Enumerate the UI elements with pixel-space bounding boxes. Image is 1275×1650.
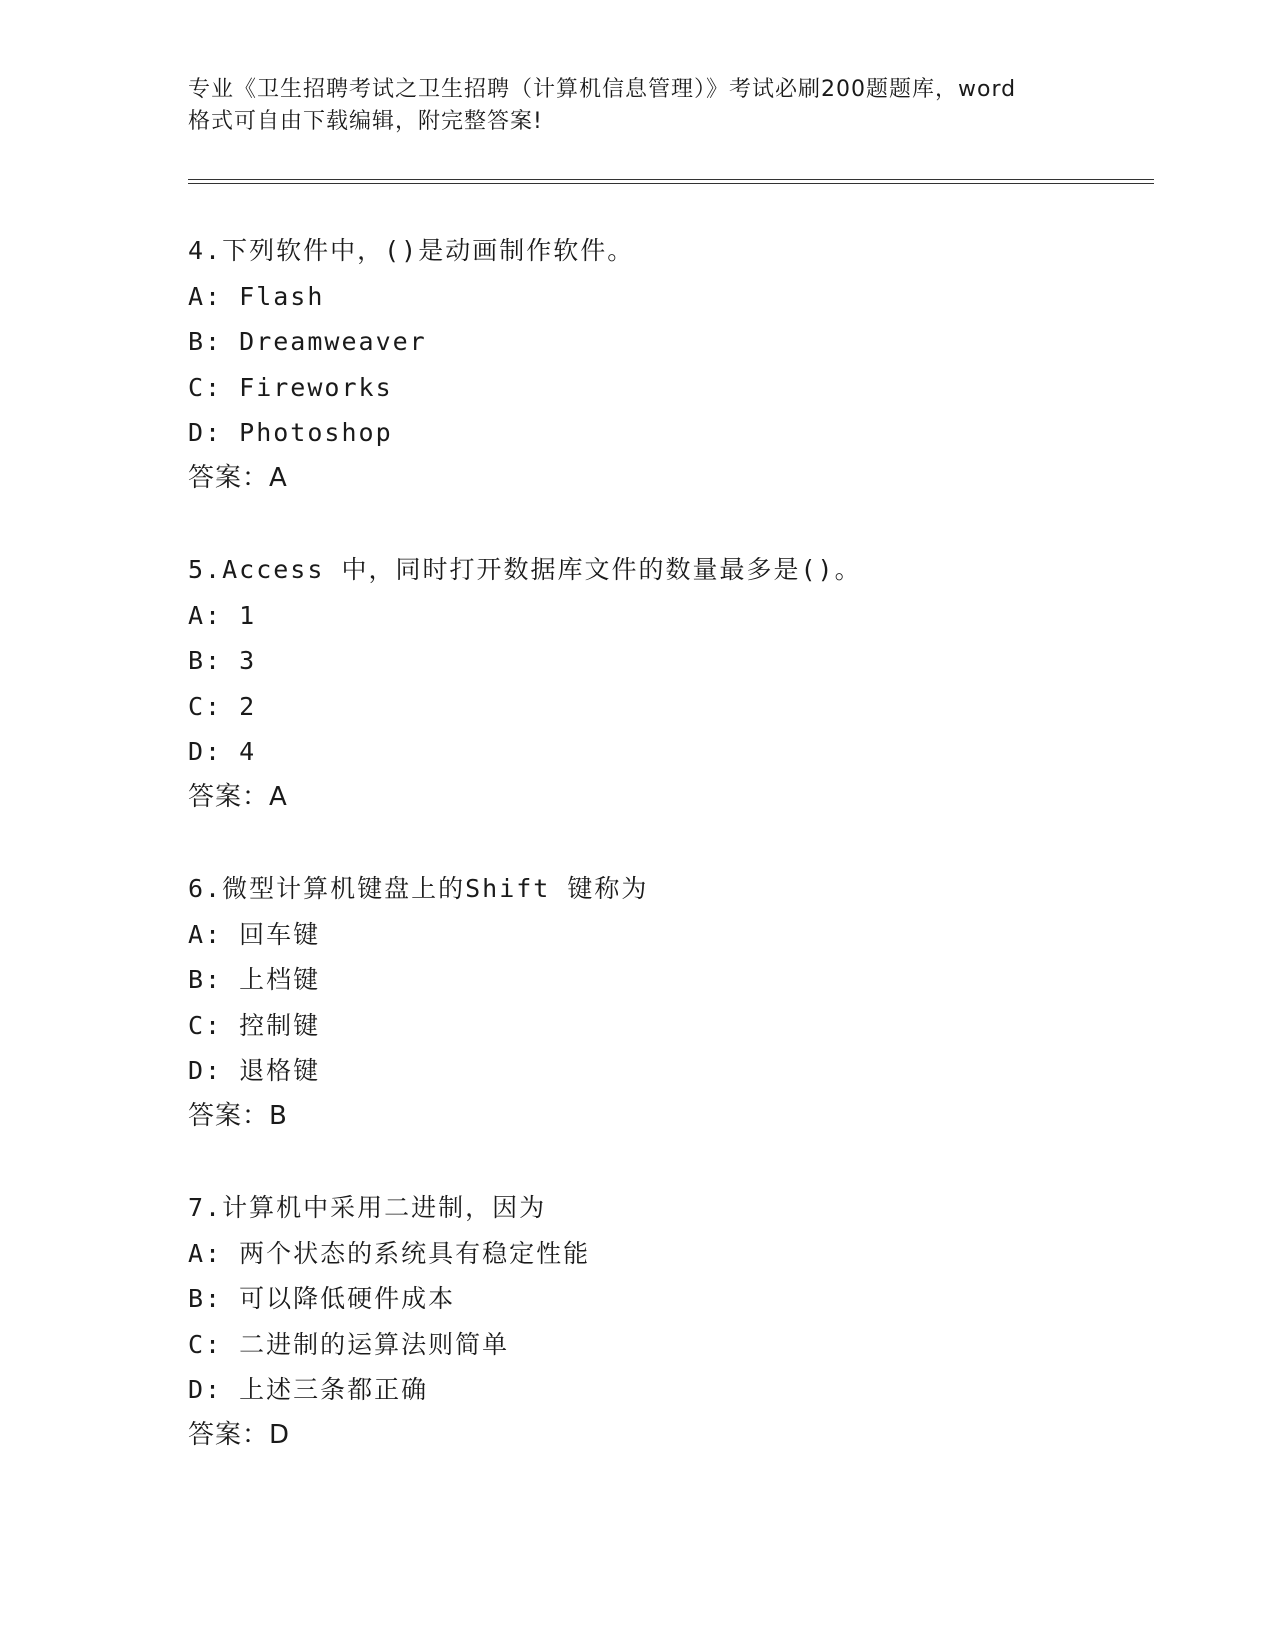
question-6: [188, 866, 1148, 1139]
header-line-2: 格式可自由下载编辑，附完整答案!: [188, 109, 543, 134]
question-7: [188, 1185, 1148, 1458]
option-a: A: 两个状态的系统具有稳定性能: [188, 1238, 591, 1268]
answer-value: B: [269, 1100, 288, 1131]
option-c: C: 二进制的运算法则简单: [188, 1329, 510, 1359]
option-a: A: Flash: [188, 281, 325, 311]
answer-value: A: [269, 462, 288, 493]
question-4: [188, 228, 1148, 501]
answer-label: 答案：: [188, 1100, 270, 1131]
header-divider-top: [188, 179, 1154, 180]
answer-label: 答案：: [188, 781, 270, 812]
document-header: [188, 74, 1088, 138]
option-a: A: 1: [188, 600, 257, 630]
option-d: D: 上述三条都正确: [188, 1375, 429, 1404]
answer-line: [188, 1413, 1148, 1459]
option-c: C: Fireworks: [188, 372, 393, 402]
option-a: A: 回车键: [188, 919, 321, 949]
option-b: B: 可以降低硬件成本: [188, 1284, 456, 1313]
option-d: D: 退格键: [188, 1056, 321, 1085]
answer-line: [188, 1094, 1148, 1140]
option-b: B: 3: [188, 646, 257, 675]
option-b: B: 上档键: [188, 965, 321, 994]
header-divider-bottom: [188, 183, 1154, 184]
answer-label: 答案：: [188, 1419, 270, 1450]
option-c: C: 2: [188, 691, 257, 721]
answer-value: D: [269, 1419, 291, 1450]
question-5: [188, 547, 1148, 820]
question-stem: 4.下列软件中，()是动画制作软件。: [188, 236, 635, 265]
question-stem: 5.Access 中，同时打开数据库文件的数量最多是()。: [188, 555, 862, 584]
option-d: D: Photoshop: [188, 418, 393, 447]
question-stem: 6.微型计算机键盘上的Shift 键称为: [188, 874, 649, 903]
option-c: C: 控制键: [188, 1010, 321, 1040]
option-b: B: Dreamweaver: [188, 327, 427, 356]
answer-value: A: [269, 781, 288, 812]
answer-line: [188, 775, 1148, 821]
answer-line: [188, 456, 1148, 502]
header-line-1: 专业《卫生招聘考试之卫生招聘（计算机信息管理）》考试必刷200题题库，word: [188, 77, 1017, 102]
option-d: D: 4: [188, 737, 257, 766]
question-stem: 7.计算机中采用二进制，因为: [188, 1193, 547, 1222]
answer-label: 答案：: [188, 462, 270, 493]
